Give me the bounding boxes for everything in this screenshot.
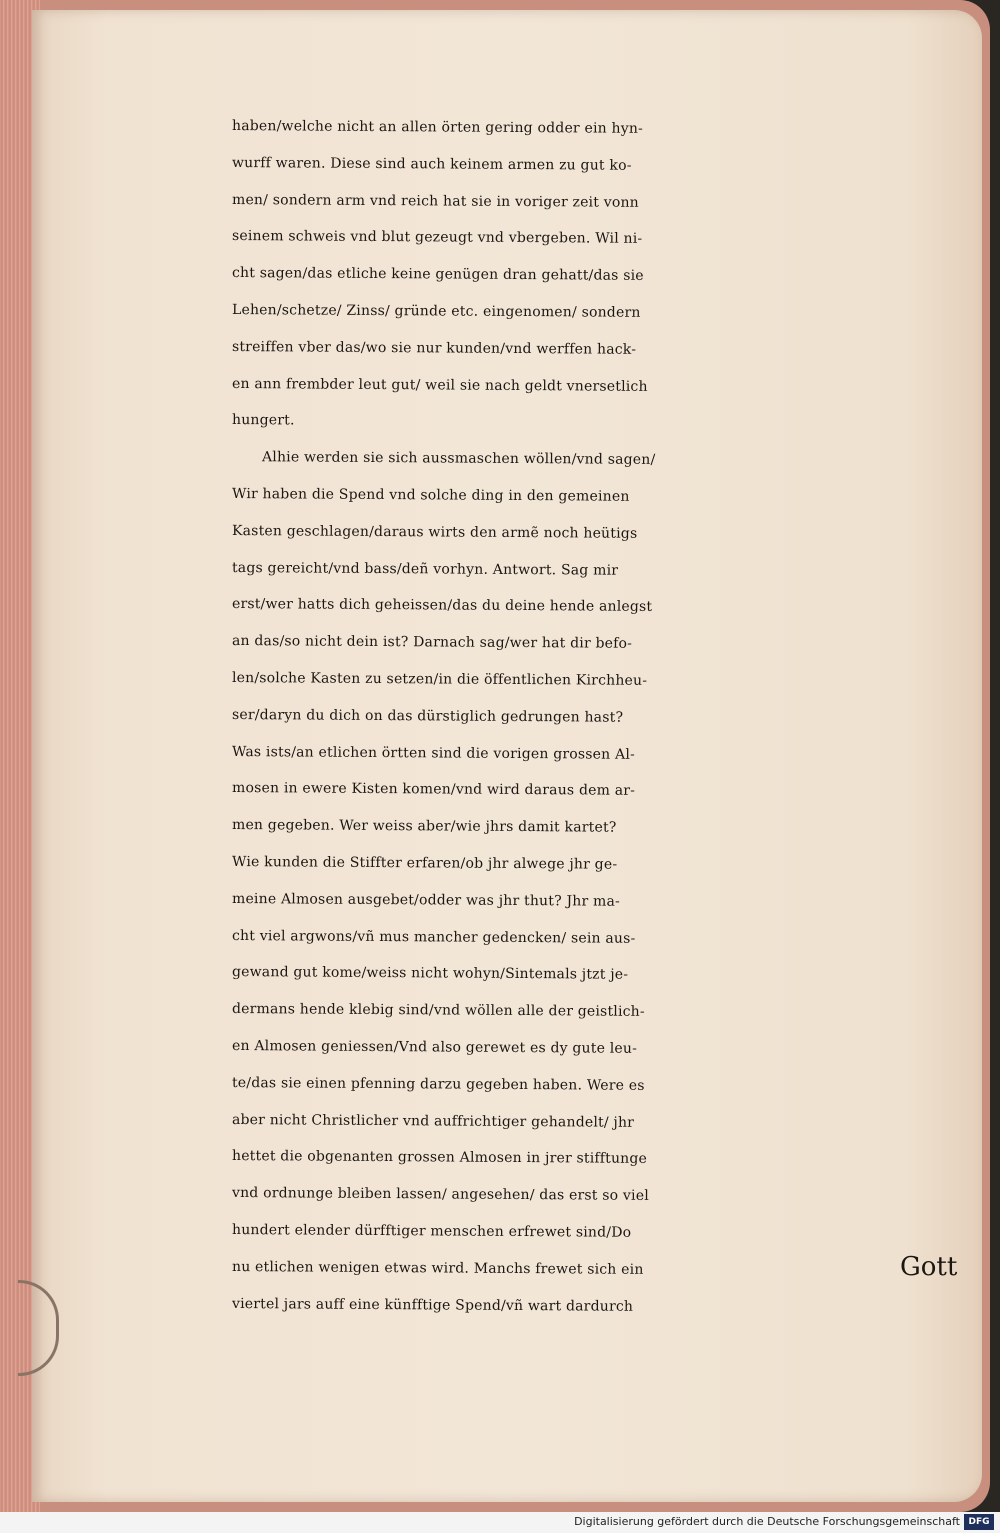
text-block: [232, 108, 972, 1322]
text-line: wurff waren. Diese sind auch keinem armen zu gut ko-: [231, 154, 632, 174]
dfg-logo-icon: DFG: [964, 1514, 994, 1530]
text-line: seinem schweis vnd blut gezeugt vnd vbergeben. Wil ni-: [231, 228, 643, 248]
text-line: haben/welche nicht an allen örten gering odder ein hyn-: [231, 118, 644, 137]
text-line: vnd ordnunge bleiben lassen/ angesehen/ das erst so viel: [231, 1185, 649, 1205]
text-line: cht sagen/das etliche keine genügen dran gehatt/das sie: [231, 265, 644, 285]
text-line: aber nicht Christlicher vnd auffrichtiger gehandelt/ jhr: [231, 1111, 635, 1131]
text-line: hundert elender dürfftiger menschen erfrewet sind/Do: [231, 1221, 632, 1241]
footer-bar: [0, 1512, 1000, 1533]
text-line: erst/wer hatts dich geheissen/das du deine hende anlegst: [231, 596, 653, 616]
text-line: Wir haben die Spend vnd solche ding in den gemeinen: [231, 485, 630, 505]
text-line: len/solche Kasten zu setzen/in die öffentlichen Kirchheu-: [231, 669, 648, 689]
catchword: Gott: [900, 1252, 958, 1282]
text-line: Kasten geschlagen/daraus wirts den armẽ noch heütigs: [231, 522, 638, 542]
text-line: streiffen vber das/wo sie nur kunden/vnd werffen hack-: [231, 338, 637, 358]
text-line: Lehen/schetze/ Zinss/ gründe etc. eingenomen/ sondern: [231, 301, 641, 321]
footer-credit: Digitalisierung gefördert durch die Deutsche Forschungsgemeinschaft: [574, 1515, 960, 1528]
text-line: men gegeben. Wer weiss aber/wie jhrs damit kartet?: [231, 817, 617, 836]
text-line: Alhie werden sie sich aussmaschen wöllen/vnd sagen/: [261, 449, 656, 469]
text-line: men/ sondern arm vnd reich hat sie in voriger zeit vonn: [231, 191, 639, 211]
text-line: hettet die obgenanten grossen Almosen in jrer stifftunge: [231, 1148, 648, 1168]
text-line: en Almosen geniessen/Vnd also gerewet es dy gute leu-: [231, 1037, 638, 1057]
text-line: an das/so nicht dein ist? Darnach sag/wer hat dir befo-: [231, 633, 633, 652]
text-line: nu etlichen wenigen etwas wird. Manchs frewet sich ein: [231, 1258, 644, 1278]
text-line: meine Almosen ausgebet/odder was jhr thut? Jhr ma-: [231, 890, 621, 910]
text-line: dermans hende klebig sind/vnd wöllen alle der geistlich-: [231, 1001, 645, 1021]
text-line: tags gereicht/vnd bass/deñ vorhyn. Antwort. Sag mir: [231, 559, 619, 579]
text-line: gewand gut kome/weiss nicht wohyn/Sintemals jtzt je-: [231, 964, 629, 984]
text-line: mosen in ewere Kisten komen/vnd wird daraus dem ar-: [231, 780, 636, 800]
text-line: cht viel argwons/vñ mus mancher gedencken/ sein aus-: [231, 927, 636, 947]
text-line: hungert.: [231, 412, 295, 429]
text-line: te/das sie einen pfenning darzu gegeben haben. Were es: [231, 1074, 645, 1094]
text-line: en ann frembder leut gut/ weil sie nach geldt vnersetlich: [231, 375, 648, 395]
text-line: viertel jars auff eine künfftige Spend/vñ wart dardurch: [231, 1295, 634, 1315]
text-line: ser/daryn du dich on das dürstiglich gedrungen hast?: [231, 706, 624, 726]
text-line: Wie kunden die Stiffter erfaren/ob jhr alwege jhr ge-: [231, 853, 618, 873]
text-line: Was ists/an etlichen örtten sind die vorigen grossen Al-: [231, 743, 636, 763]
